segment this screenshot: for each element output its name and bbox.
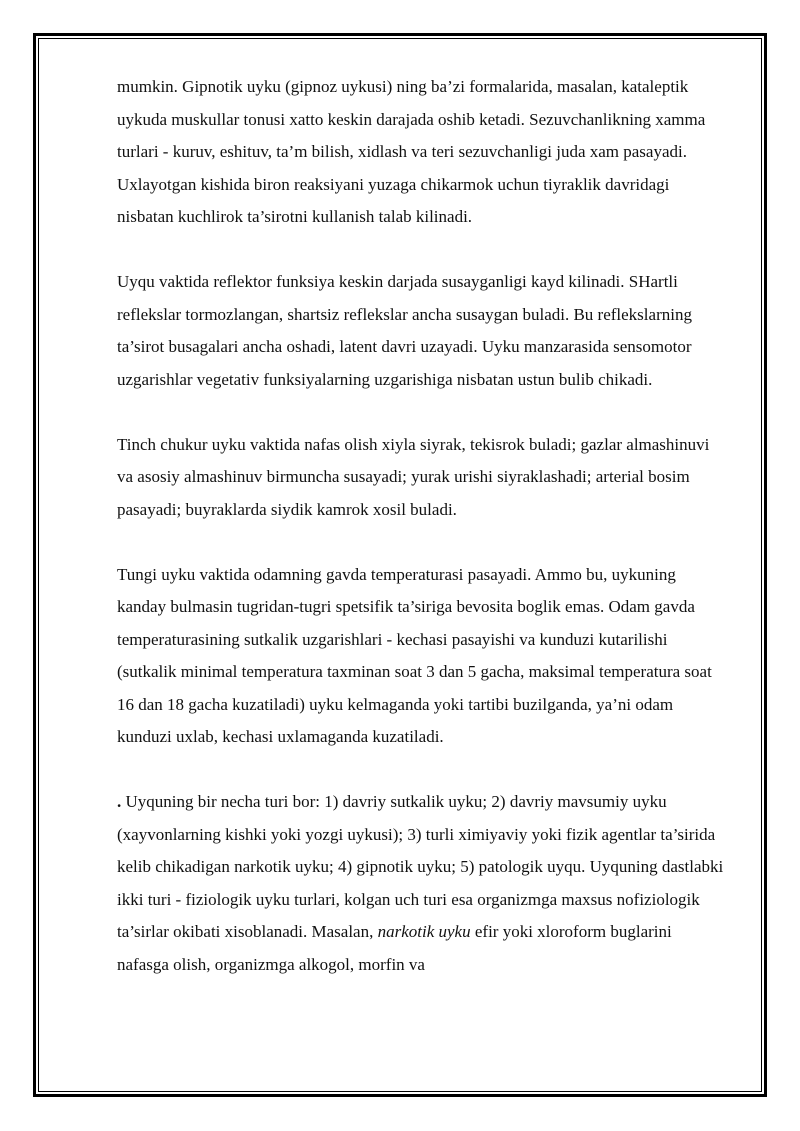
paragraph-1: mumkin. Gipnotik uyku (gipnoz uykusi) ning ba’zi formalarida, masalan, kataleptik uykuda muskullar tonusi xatto keskin darajada oshib ketadi. Sezuvchanlikning xamma turlari - kuruv, eshituv, ta’m bilish, xidlash va teri sezuvchanligi juda xam pasayadi. Uxlayotgan kishida biron reaksiyani yuzaga chikarmok uchun tiyraklik davridagi nisbatan kuchlirok ta’sirotni kullanish talab kilinadi.: [117, 77, 706, 226]
paragraph-2: Uyqu vaktida reflektor funksiya keskin darjada susayganligi kayd kilinadi. SHartli reflekslar tormozlangan, shartsiz reflekslar ancha susaygan buladi. Bu reflekslarning ta’sirot busagalari ancha oshadi, latent davri uzayadi. Uyku manzarasida sensomotor uzgarishlar vegetativ funksiyalarning uzgarishiga nisbatan ustun bulib chikadi.: [117, 272, 692, 389]
paragraph-3: Tinch chukur uyku vaktida nafas olish xiyla siyrak, tekisrok buladi; gazlar almashinuvi va asosiy almashinuv birmuncha susayadi; yurak urishi siyraklashadi; arterial bosim pasayadi; buyraklarda siydik kamrok xosil buladi.: [117, 434, 710, 519]
paragraph-5-lead: .: [117, 792, 122, 811]
paragraph-4: Tungi uyku vaktida odamning gavda temperaturasi pasayadi. Ammo bu, uykuning kanday bulmasin tugridan-tugri spetsifik ta’siriga bevosita boglik emas. Odam gavda temperaturasining sutkalik uzgarishlari - kechasi pasayishi va kunduzi kutarilishi (sutkalik minimal temperatura taxminan soat 3 dan 5 gacha, maksimal temperatura soat 16 dan 18 gacha kuzatiladi) uyku kelmaganda yoki tartibi buzilganda, ya’ni odam kunduzi uxlab, kechasi uxlamaganda kuzatiladi.: [117, 564, 712, 746]
paragraph-5-tail: efir yoki xloroform buglarini nafasga olish, organizmga alkogol, morfin va: [117, 922, 672, 974]
paragraph-5-italic: narkotik uyku: [377, 922, 471, 941]
paragraph-5: [117, 786, 727, 981]
paragraph-5-text: Uyquning bir necha turi bor: 1) davriy sutkalik uyku; 2) davriy mavsumiy uyku (xayvonlarning kishki yoki yozgi uykusi); 3) turli ximiyaviy yoki fizik agentlar ta’sirida kelib chikadigan narkotik uyku; 4) gipnotik uyku; 5) patologik uyqu. Uyquning dastlabki ikki turi - fiziologik uyku turlari, kolgan uch turi esa organizmga maxsus nofiziologik ta’sirlar okibati xisoblanadi. Masalan,: [117, 792, 724, 941]
document-body: [117, 71, 727, 981]
